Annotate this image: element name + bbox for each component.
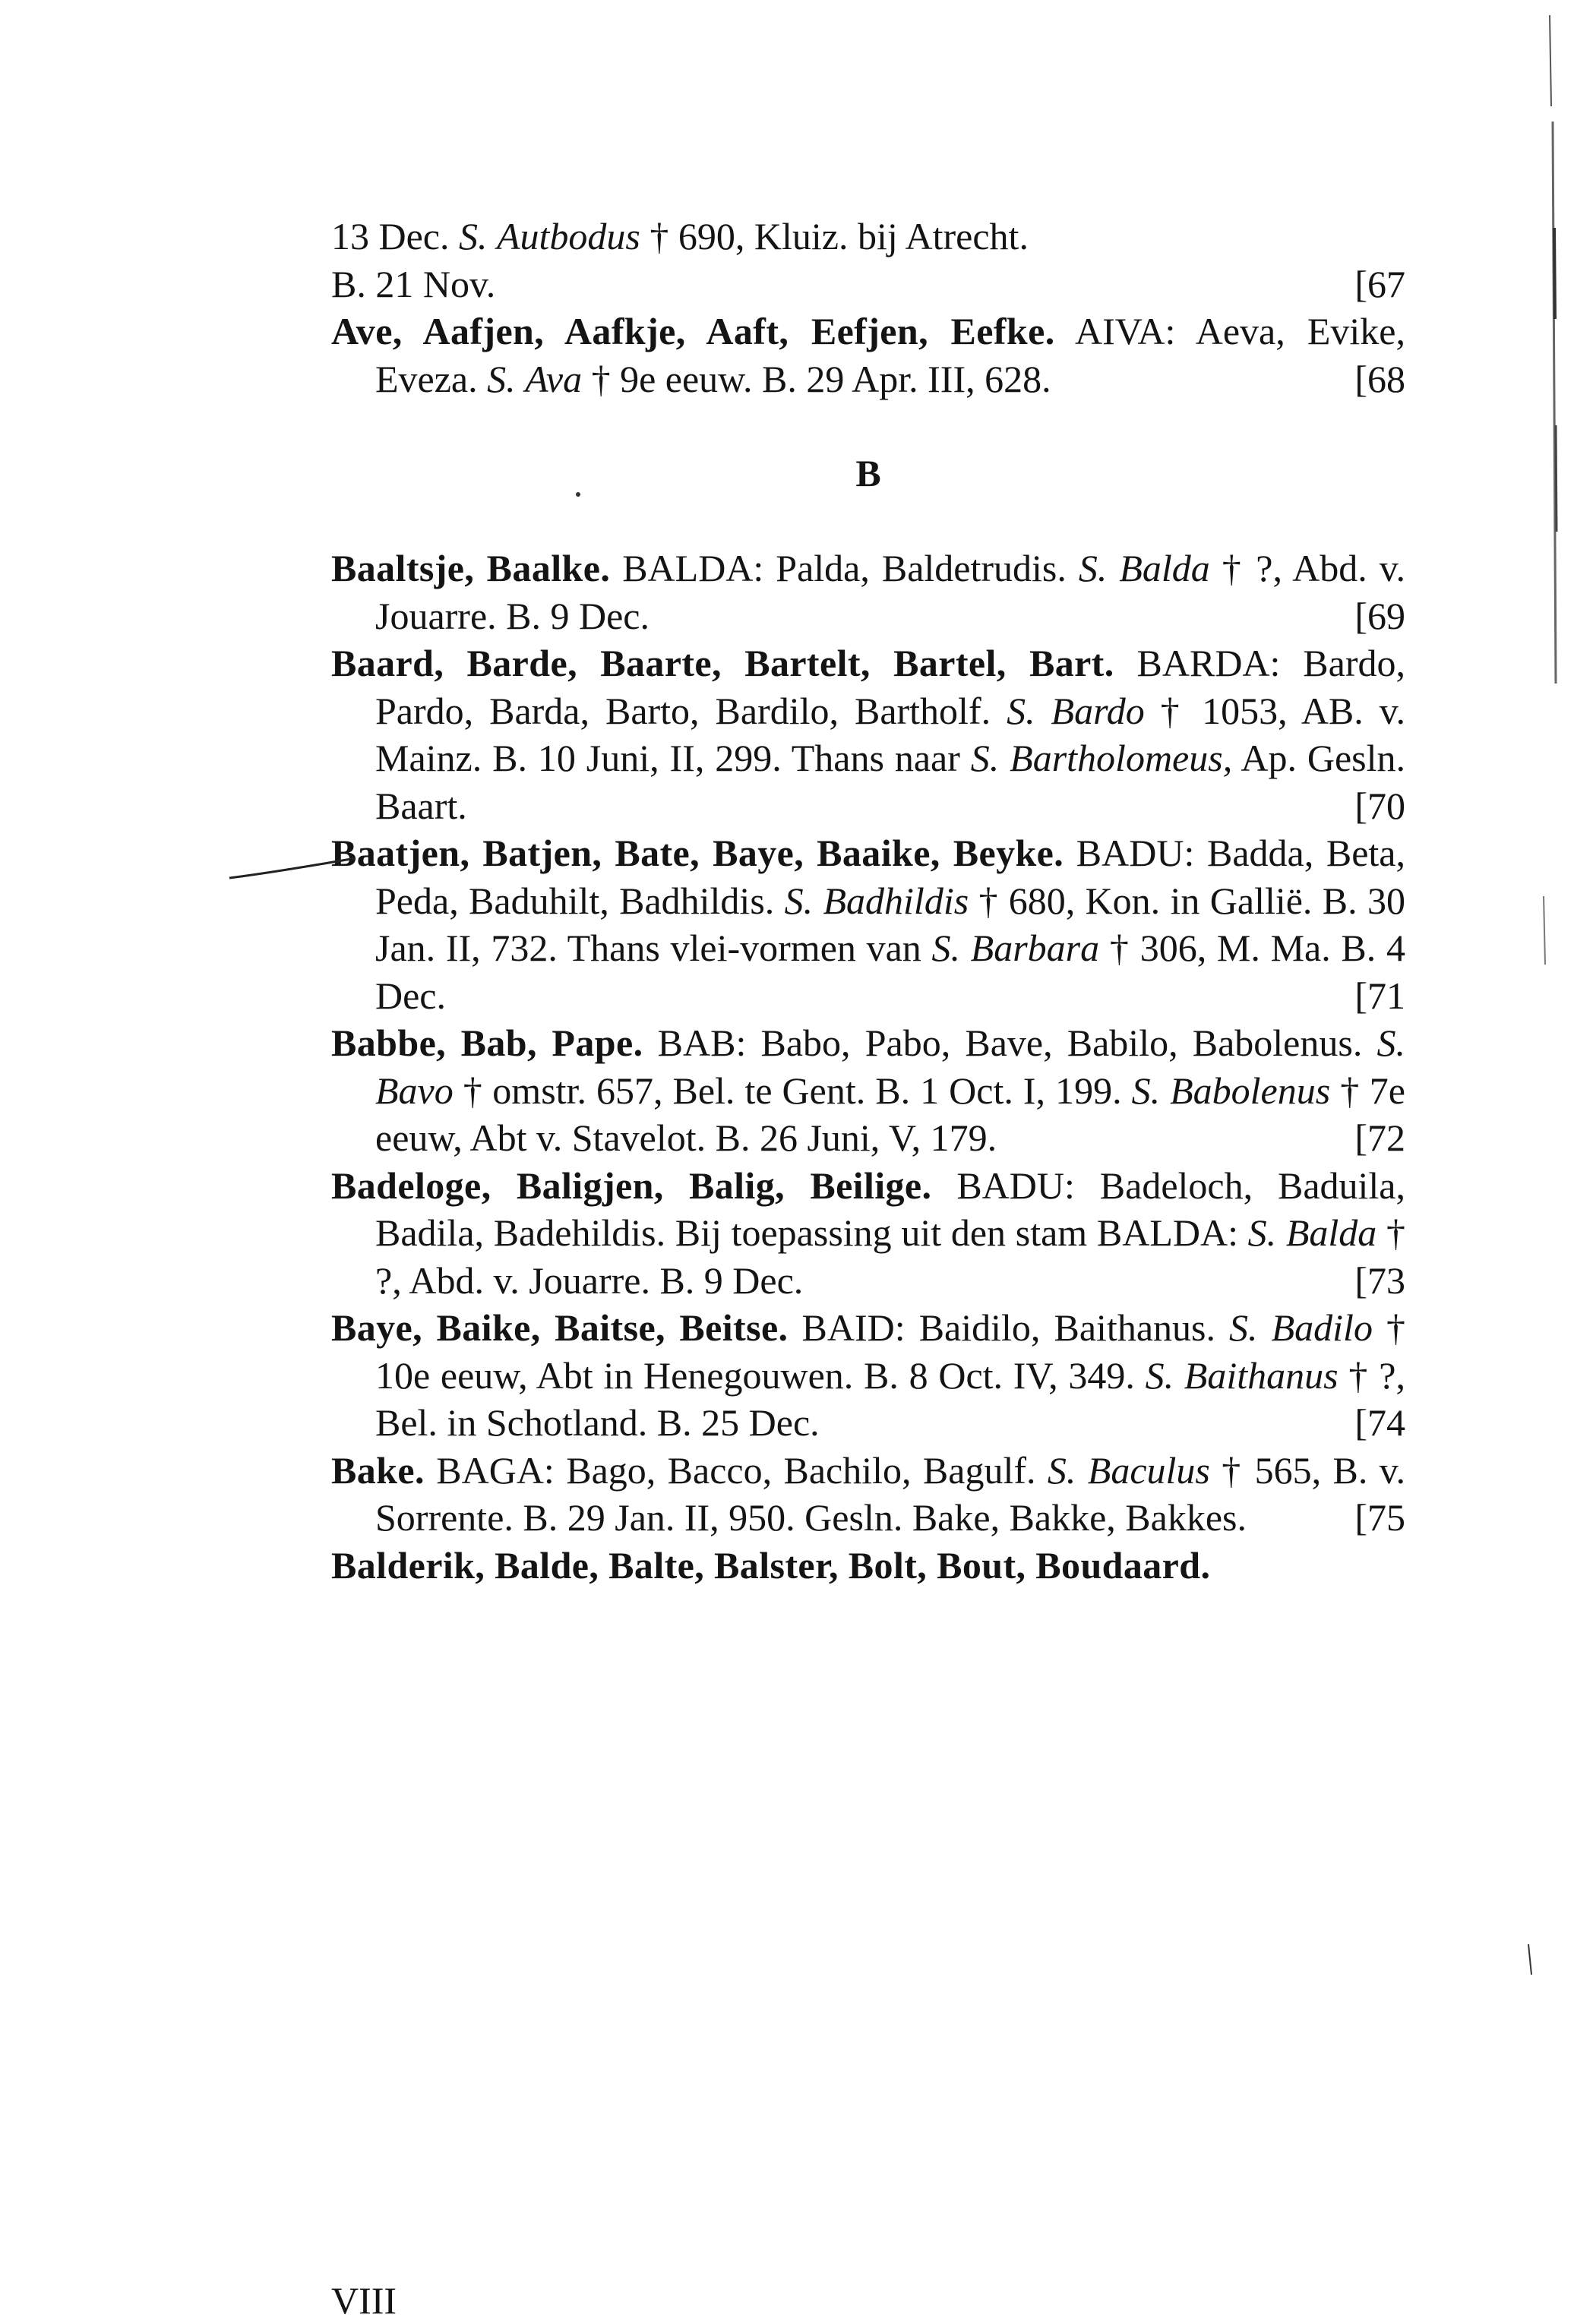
entry-headword: Baye, Baike, Baitse, Beitse. <box>331 1306 789 1349</box>
entry-headword: Ave, Aafjen, Aafkje, Aaft, Eefjen, Eefke. <box>331 310 1055 352</box>
entry-ref: [67 <box>1354 262 1405 305</box>
entry-ref: [72 <box>1354 1116 1405 1159</box>
entry-headword: Baaltsje, Baalke. <box>331 547 611 589</box>
entry-67 <box>331 213 1405 308</box>
entry-67-line-2: B. 21 Nov. <box>331 262 496 305</box>
page-edge-shadow <box>1513 0 1574 2306</box>
entry-body: AIVA: Aeva, Evike, Eveza. S. Ava † 9e eeuw. B. 29 Apr. III, 628. <box>375 310 1405 400</box>
entry-headword: Balderik, Balde, Balte, Balster, Bolt, Bout, Boudaard. <box>331 1543 1211 1587</box>
dictionary-text <box>331 213 1405 1589</box>
entry-body: BADU: Badeloch, Baduila, Badila, Badehildis. Bij toepassing uit den stam BALDA: S. Balda † ?, Abd. v. Jouarre. B. 9 Dec. <box>375 1164 1406 1302</box>
entry-body: BAB: Babo, Pabo, Bave, Babilo, Babolenus. S. Bavo † omstr. 657, Bel. te Gent. B. 1 Oct. I, 199. S. Babolenus † 7e eeuw, Abt v. Stavelot. B. 26 Juni, V, 179. <box>375 1021 1405 1159</box>
entry-ref: [68 <box>1354 357 1405 400</box>
entry-headword: Badeloge, Baligjen, Balig, Beilige. <box>331 1164 932 1207</box>
entry-body: BALDA: Palda, Baldetrudis. S. Balda † ?, Abd. v. Jouarre. B. 9 Dec. <box>375 547 1406 637</box>
entry-ref: [70 <box>1354 784 1405 827</box>
entry-ref: [71 <box>1354 974 1405 1017</box>
entry-headword: Babbe, Bab, Pape. <box>331 1021 643 1064</box>
entry-68 <box>331 308 1405 403</box>
entry-76 <box>331 1542 1405 1590</box>
page-number: VIII <box>331 2279 397 2322</box>
entry-69 <box>331 545 1405 639</box>
entry-ref: [74 <box>1354 1401 1405 1444</box>
pencil-mark <box>228 857 357 879</box>
entry-ref: [75 <box>1354 1496 1405 1539</box>
entry-body: BAGA: Bago, Bacco, Bachilo, Bagulf. S. Baculus † 565, B. v. Sorrente. B. 29 Jan. II, 950. Gesln. Bake, Bakke, Bakkes. <box>375 1448 1405 1539</box>
entry-72 <box>331 1019 1405 1162</box>
entry-70 <box>331 639 1405 829</box>
entry-headword: Bake. <box>331 1448 425 1492</box>
entry-71 <box>331 829 1405 1019</box>
entry-67-line-1: 13 Dec. S. Autbodus † 690, Kluiz. bij Atrecht. <box>331 215 1029 257</box>
speck <box>576 492 580 497</box>
section-letter: B <box>855 452 881 494</box>
entry-ref: [73 <box>1354 1258 1405 1302</box>
entry-body: BARDA: Bardo, Pardo, Barda, Barto, Bardilo, Bartholf. S. Bardo † 1053, AB. v. Mainz. B. 10 Juni, II, 299. Thans naar S. Bartholomeus, Ap. Gesln. Baart. <box>375 642 1406 827</box>
entry-body: BAID: Baidilo, Baithanus. S. Badilo † 10e eeuw, Abt in Henegouwen. B. 8 Oct. IV, 349. S. Baithanus † ?, Bel. in Schotland. B. 25 Dec. <box>375 1306 1406 1444</box>
entry-75 <box>331 1447 1405 1542</box>
entry-73 <box>331 1162 1405 1305</box>
entry-headword: Baard, Barde, Baarte, Bartelt, Bartel, Bart. <box>331 642 1114 684</box>
entry-headword: Baatjen, Batjen, Bate, Baye, Baaike, Beyke. <box>331 832 1064 874</box>
entry-ref: [69 <box>1354 594 1405 637</box>
entry-74 <box>331 1304 1405 1447</box>
entry-body: BADU: Badda, Beta, Peda, Baduhilt, Badhildis. S. Badhildis † 680, Kon. in Galliё. B. 30 Jan. II, 732. Thans vlei-vormen van S. Barbara † 306, M. Ma. B. 4 Dec. <box>375 832 1405 1017</box>
